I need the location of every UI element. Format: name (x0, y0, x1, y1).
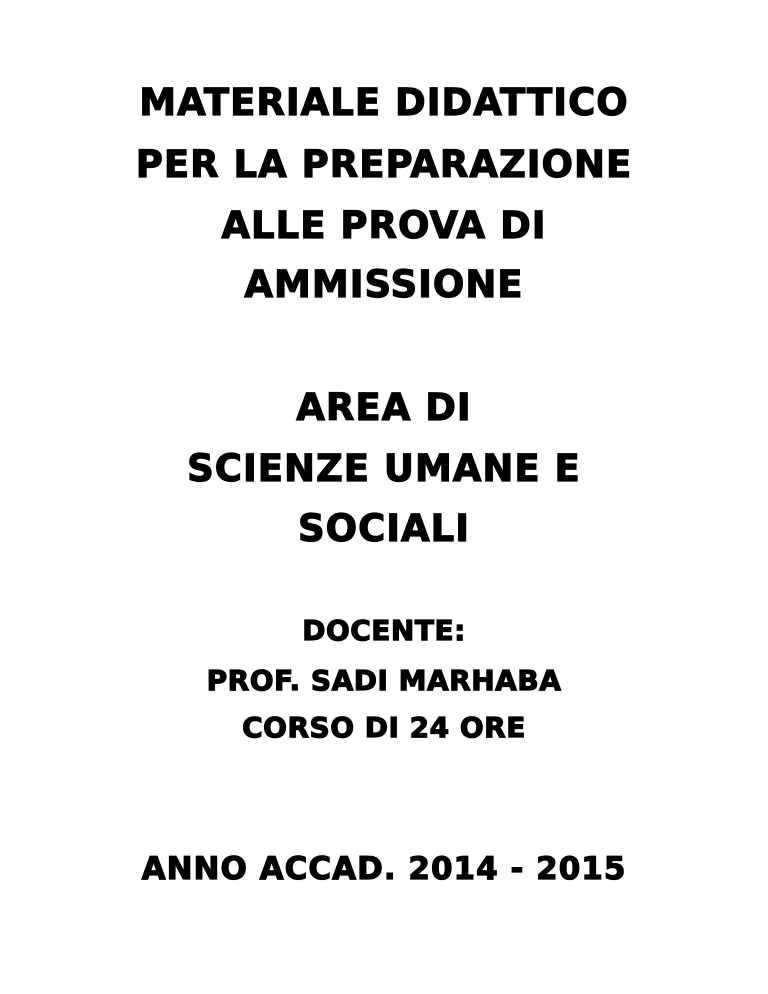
docente-label: DOCENTE: (302, 614, 466, 647)
area-line-1: AREA DI (296, 386, 472, 429)
title-line-4: AMMISSIONE (244, 263, 524, 306)
docente-name: PROF. SADI MARHABA (206, 664, 562, 697)
title-line-3: ALLE PROVA DI (221, 204, 547, 247)
title-line-1: MATERIALE DIDATTICO (139, 81, 629, 124)
course-duration: CORSO DI 24 ORE (242, 711, 526, 744)
academic-year: ANNO ACCAD. 2014 - 2015 (141, 851, 627, 887)
title-line-2: PER LA PREPARAZIONE (135, 143, 633, 186)
area-line-2: SCIENZE UMANE E (187, 447, 581, 490)
area-line-3: SOCIALI (297, 507, 470, 550)
